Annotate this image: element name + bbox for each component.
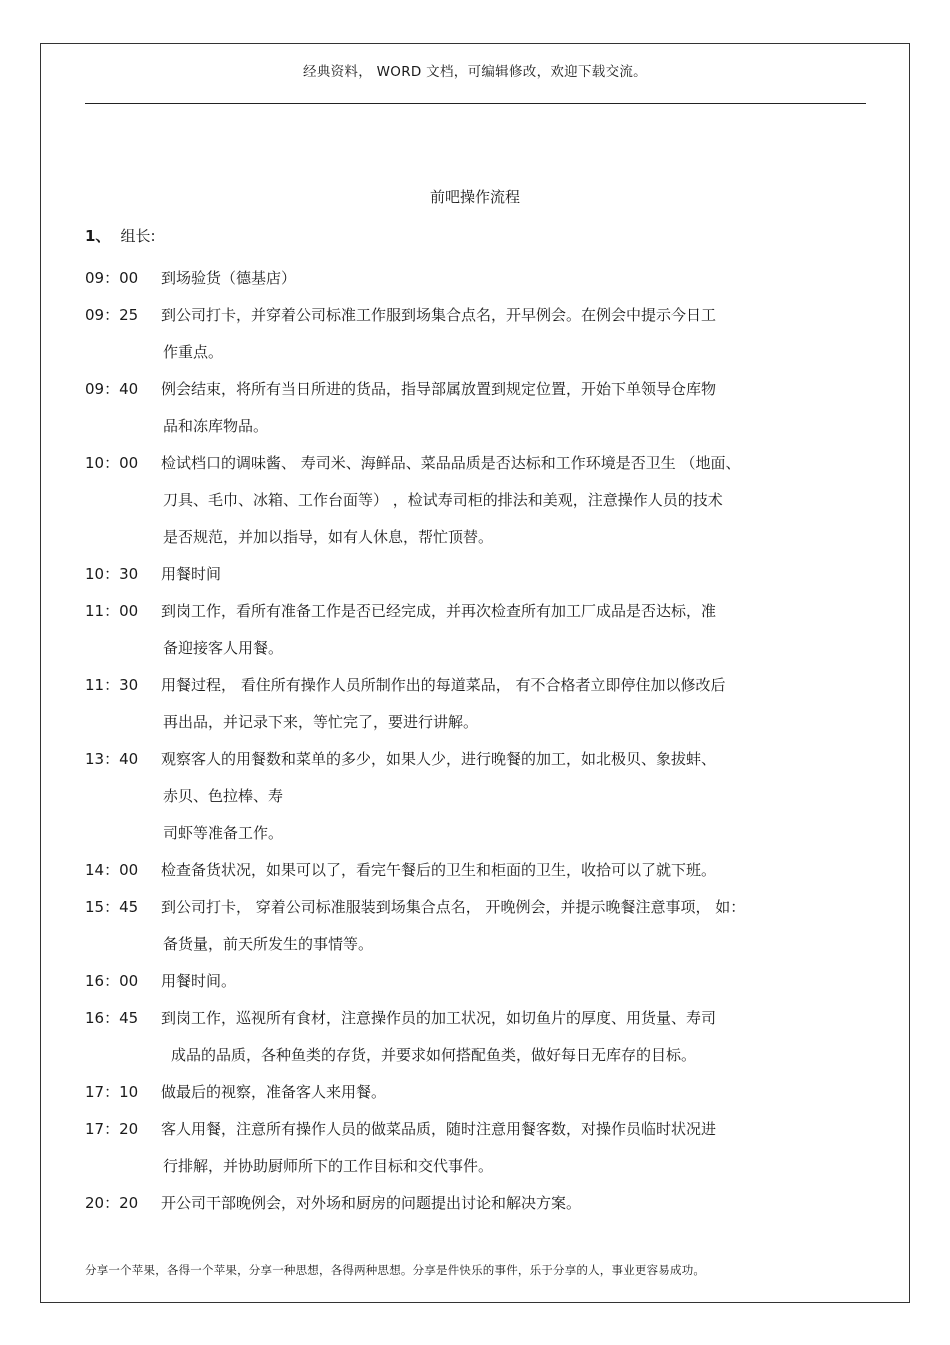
- entry-text-continued: 成品的品质，各种鱼类的存货，并要求如何搭配鱼类，做好每日无库存的目标。: [171, 1046, 697, 1064]
- document-title: 前吧操作流程: [429, 188, 520, 206]
- entry-time: 15：45: [85, 898, 139, 916]
- entry-text: 客人用餐，注意所有操作人员的做菜品质，随时注意用餐客数，对操作员临时状况进: [161, 1120, 717, 1138]
- entry-time: 17：20: [85, 1120, 139, 1138]
- entry-text-continued: 品和冻库物品。: [163, 417, 269, 435]
- entry-text-continued: 司虾等准备工作。: [163, 824, 284, 842]
- entry-text-continued: 行排解，并协助厨师所下的工作目标和交代事件。: [163, 1157, 494, 1175]
- schedule-entry: [85, 445, 865, 556]
- schedule-entry: [85, 667, 865, 741]
- header-rule: [85, 103, 866, 104]
- schedule-entry: [85, 1111, 865, 1185]
- entry-time: 09：40: [85, 380, 139, 398]
- entry-time: 11：00: [85, 602, 139, 620]
- entry-text-continued: 刀具、毛巾、冰箱、工作台面等） ，检试寿司柜的排法和美观，注意操作人员的技术: [163, 491, 723, 509]
- schedule-list: [85, 260, 865, 1222]
- entry-text: 观察客人的用餐数和菜单的多少，如果人少，进行晚餐的加工，如北极贝、象拔蚌、: [161, 750, 717, 768]
- entry-time: 09：25: [85, 306, 139, 324]
- entry-text-continued: 作重点。: [163, 343, 224, 361]
- entry-text: 检查备货状况，如果可以了，看完午餐后的卫生和柜面的卫生，收拾可以了就下班。: [161, 861, 717, 879]
- entry-text-continued: 备货量，前天所发生的事情等。: [163, 935, 374, 953]
- entry-text: 用餐时间: [161, 565, 222, 583]
- entry-time: 13：40: [85, 750, 139, 768]
- section-label: 组长:: [120, 227, 156, 245]
- entry-text: 开公司干部晚例会，对外场和厨房的问题提出讨论和解决方案。: [161, 1194, 582, 1212]
- entry-text-continued: 赤贝、色拉棒、寿: [163, 787, 284, 805]
- schedule-entry: [85, 371, 865, 445]
- page-footer: 分享一个苹果，各得一个苹果，分享一种思想，各得两种思想。分享是件快乐的事件，乐于分享的人，事业更容易成功。: [85, 1263, 706, 1277]
- entry-time: 20：20: [85, 1194, 139, 1212]
- entry-text-continued: 备迎接客人用餐。: [163, 639, 284, 657]
- entry-time: 09：00: [85, 269, 139, 287]
- entry-time: 17：10: [85, 1083, 139, 1101]
- entry-text: 到场验货（德基店）: [161, 269, 297, 287]
- entry-text: 做最后的视察，准备客人来用餐。: [161, 1083, 387, 1101]
- entry-time: 10：00: [85, 454, 139, 472]
- schedule-entry: [85, 1000, 865, 1074]
- entry-text: 到岗工作，巡视所有食材，注意操作员的加工状况，如切鱼片的厚度、用货量、寿司: [161, 1009, 717, 1027]
- entry-text-continued: 再出品，并记录下来，等忙完了，要进行讲解。: [163, 713, 479, 731]
- entry-text: 到公司打卡， 穿着公司标准服装到场集合点名， 开晚例会，并提示晚餐注意事项， 如：: [161, 898, 746, 916]
- entry-time: 11：30: [85, 676, 139, 694]
- entry-text: 用餐时间。: [161, 972, 237, 990]
- page-header: 经典资料， WORD 文档，可编辑修改，欢迎下载交流。: [303, 64, 647, 80]
- section-number: 1、: [85, 227, 111, 245]
- schedule-entry: [85, 260, 865, 297]
- section-heading: [85, 225, 156, 246]
- schedule-entry: [85, 1074, 865, 1111]
- schedule-entry: [85, 556, 865, 593]
- schedule-entry: [85, 593, 865, 667]
- entry-text: 到岗工作，看所有准备工作是否已经完成，并再次检查所有加工厂成品是否达标，准: [161, 602, 717, 620]
- entry-time: 10：30: [85, 565, 139, 583]
- schedule-entry: [85, 741, 865, 852]
- entry-text: 检试档口的调味酱、 寿司米、海鲜品、菜品品质是否达标和工作环境是否卫生 （地面、: [161, 454, 741, 472]
- schedule-entry: [85, 1185, 865, 1222]
- schedule-entry: [85, 297, 865, 371]
- entry-text: 用餐过程， 看住所有操作人员所制作出的每道菜品， 有不合格者立即停住加以修改后: [161, 676, 726, 694]
- entry-time: 16：45: [85, 1009, 139, 1027]
- entry-time: 14：00: [85, 861, 139, 879]
- schedule-entry: [85, 963, 865, 1000]
- entry-text: 例会结束，将所有当日所进的货品，指导部属放置到规定位置，开始下单领导仓库物: [161, 380, 717, 398]
- entry-time: 16：00: [85, 972, 139, 990]
- entry-text-continued: 是否规范，并加以指导，如有人休息，帮忙顶替。: [163, 528, 494, 546]
- entry-text: 到公司打卡，并穿着公司标准工作服到场集合点名，开早例会。在例会中提示今日工: [161, 306, 717, 324]
- schedule-entry: [85, 852, 865, 889]
- schedule-entry: [85, 889, 865, 963]
